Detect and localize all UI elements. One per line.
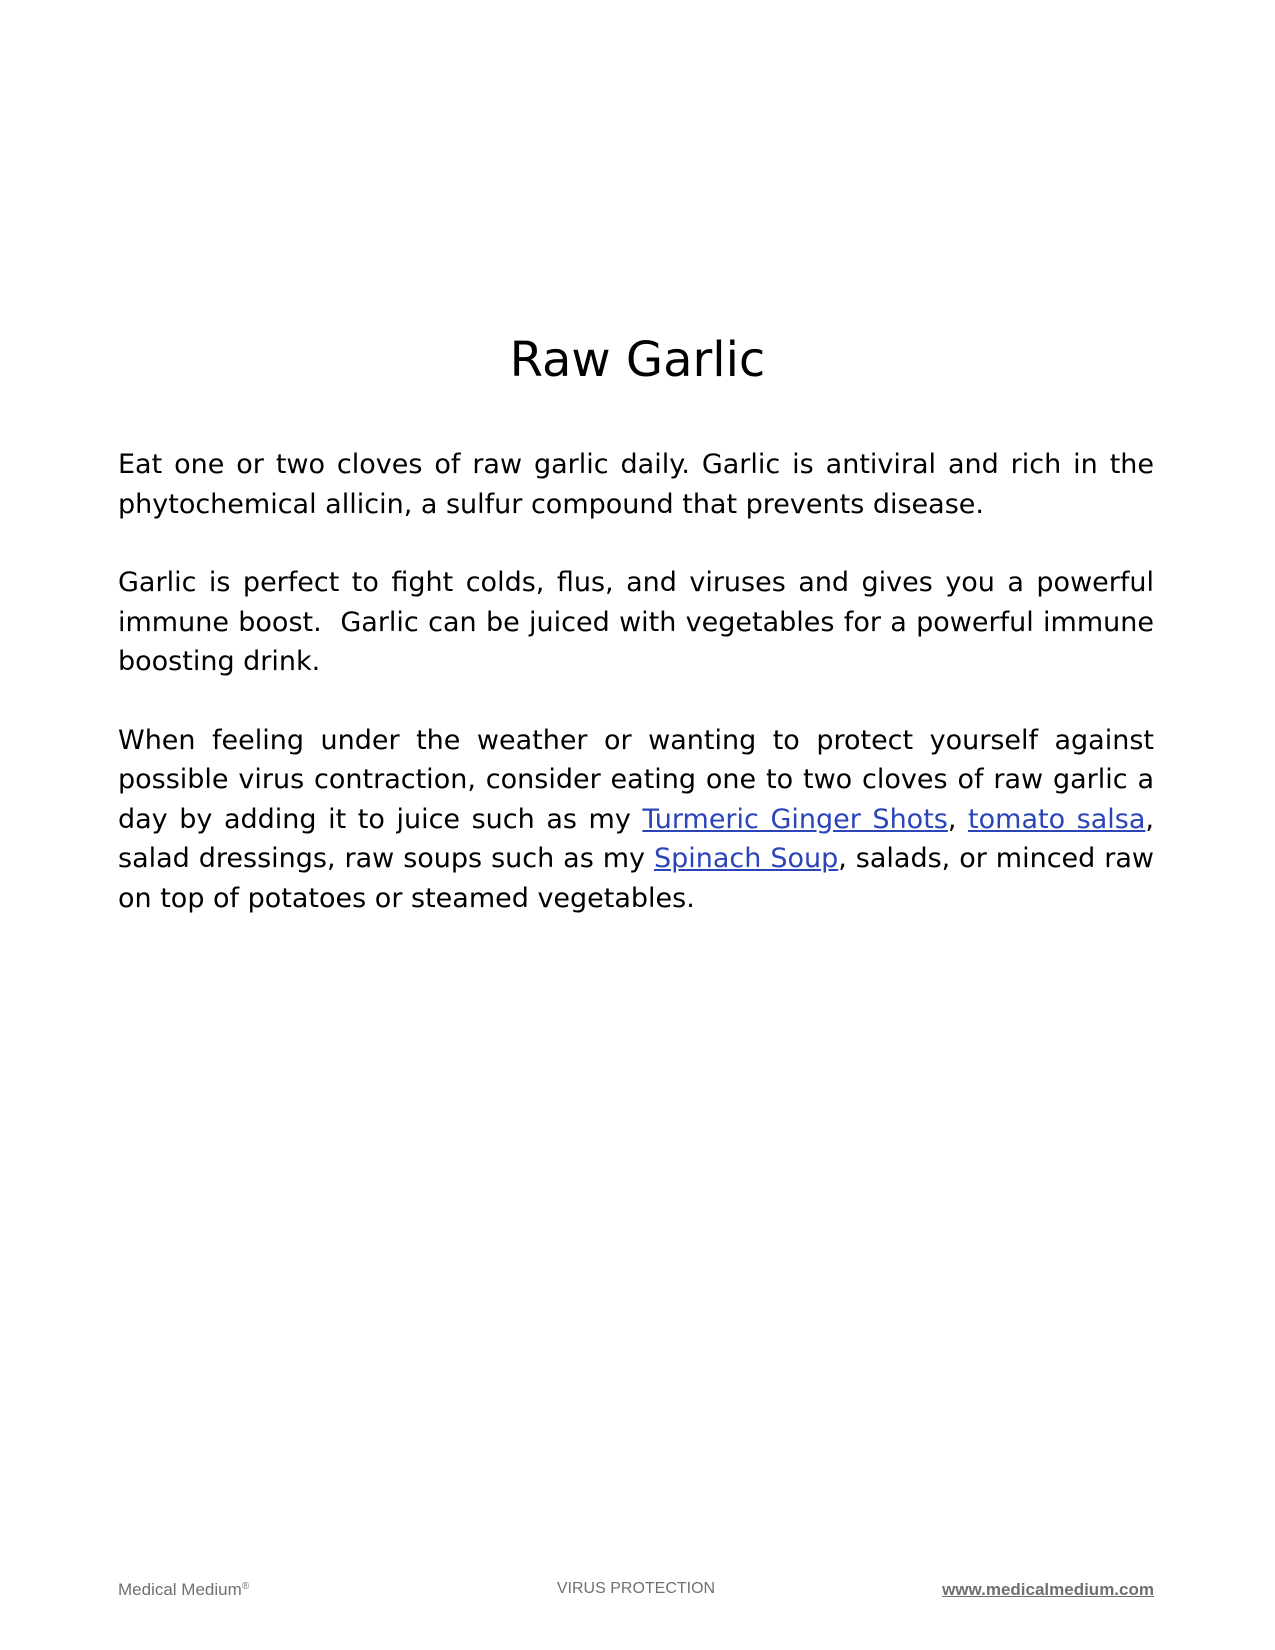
tomato-salsa-link[interactable]: tomato salsa: [968, 803, 1146, 835]
footer-brand-name: Medical Medium: [118, 1580, 242, 1599]
turmeric-ginger-shots-link[interactable]: Turmeric Ginger Shots: [642, 803, 948, 835]
paragraph-usage-text-start: When feeling under the weather or wanting to protect yourself against possible virus contraction, consider eating one to two cloves of raw garlic a day by adding it to juice such as my: [118, 724, 1154, 835]
paragraph-immune-boost: Garlic is perfect to fight colds, flus, and viruses and gives you a powerful immune boost. Garlic can be juiced with vegetables for a powerful immune boosting drink.: [118, 567, 1154, 677]
page-footer: [118, 1580, 1154, 1604]
registered-mark: ®: [241, 1581, 250, 1592]
paragraph-usage-text-middle: , salad dressings, raw soups such as my: [118, 803, 1154, 874]
paragraph-intro: Eat one or two cloves of raw garlic daily. Garlic is antiviral and rich in the phytochemical allicin, a sulfur compound that prevents disease.: [118, 449, 1154, 520]
page-title: Raw Garlic: [509, 332, 766, 388]
footer-section-label: VIRUS PROTECTION: [556, 1580, 716, 1597]
paragraph-usage: [118, 721, 1154, 919]
paragraph-usage-separator: ,: [947, 803, 969, 835]
footer-website-link[interactable]: www.medicalmedium.com: [942, 1580, 1154, 1599]
document-body: [118, 445, 1154, 957]
paragraph-usage-text-end: , salads, or minced raw on top of potatoes or steamed vegetables.: [118, 843, 1154, 914]
spinach-soup-link[interactable]: Spinach Soup: [653, 843, 839, 874]
